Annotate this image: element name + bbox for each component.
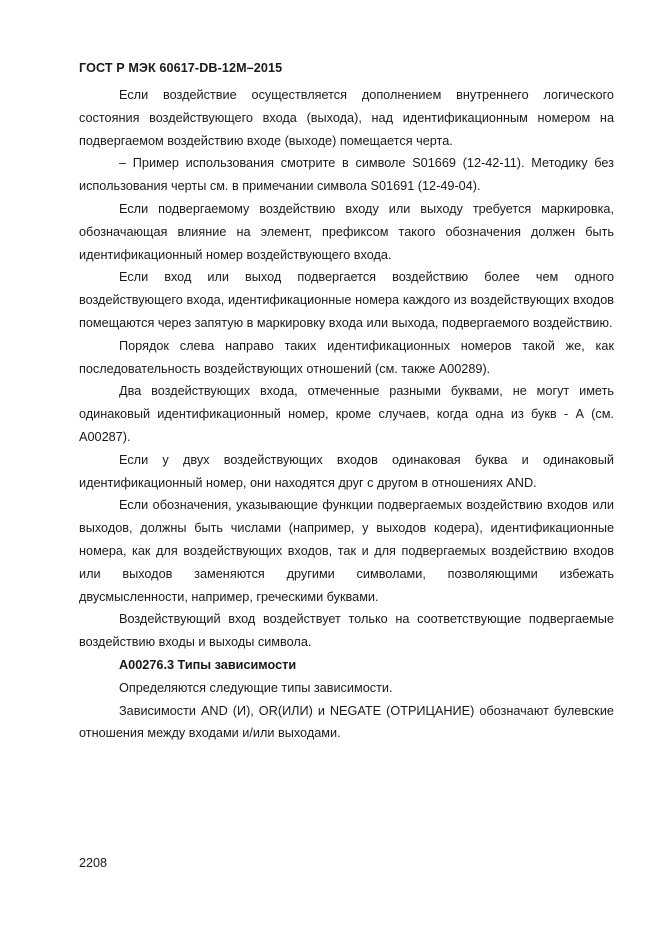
paragraph-example-note: – Пример использования смотрите в символе S01669 (12-42-11). Методику без использования черты см. в примечании символа S01691 (12-49-04). — [79, 156, 614, 194]
paragraph-order: Порядок слева направо таких идентификационных номеров такой же, как последовательность воздействующих отношений (см. также A00289). — [79, 338, 614, 376]
paragraph-prefix-marking: Если подвергаемому воздействию входу или выходу требуется маркировка, обозначающая влияние на элемент, префиксом такого обозначения должен быть идентификационный номер воздействующего входа. — [79, 201, 614, 262]
paragraph-inversion-bar: Если воздействие осуществляется дополнением внутреннего логического состояния воздействующего входа (выхода), над идентификационным номером на подвергаемом воздействию входе (выходе) помещается черта. — [79, 88, 614, 148]
paragraph-numeric-labels: Если обозначения, указывающие функции подвергаемых воздействию входов или выходов, должны быть числами (например, у выходов кодера), идентификационные номера, как для воздействующих входов, так и для подвергаемых воздействию входов или выходов заменяются другими символами, позволяющими избежать двусмысленности, например, греческими буквами. — [79, 498, 614, 604]
paragraph-same-letter: Если у двух воздействующих входов одинаковая буква и одинаковый идентификационный номер, они находятся друг с другом в отношениях AND. — [79, 452, 614, 490]
section-paragraph-boolean: Зависимости AND (И), OR(ИЛИ) и NEGATE (ОТРИЦАНИЕ) обозначают булевские отношения между входами и/или выходами. — [79, 703, 614, 741]
paragraph-multiple-inputs: Если вход или выход подвергается воздействию более чем одного воздействующего входа, идентификационные номера каждого из воздействующих входов помещаются через запятую в маркировку входа или выхода, подвергаемого воздействию. — [79, 270, 614, 330]
page-number: 2208 — [79, 856, 108, 870]
section-heading: A00276.3 Типы зависимости — [119, 657, 297, 672]
section-paragraph-intro: Определяются следующие типы зависимости. — [119, 680, 393, 695]
document-body — [79, 84, 614, 745]
paragraph-different-letters: Два воздействующих входа, отмеченные разными буквами, не могут иметь одинаковый идентификационный номер, кроме случаев, когда одна из букв - А (см. A00287). — [79, 384, 614, 444]
paragraph-affecting-scope: Воздействующий вход воздействует только на соответствующие подвергаемые воздействию входы и выходы символа. — [79, 612, 614, 650]
standard-header: ГОСТ Р МЭК 60617-DB-12M–2015 — [79, 61, 283, 75]
